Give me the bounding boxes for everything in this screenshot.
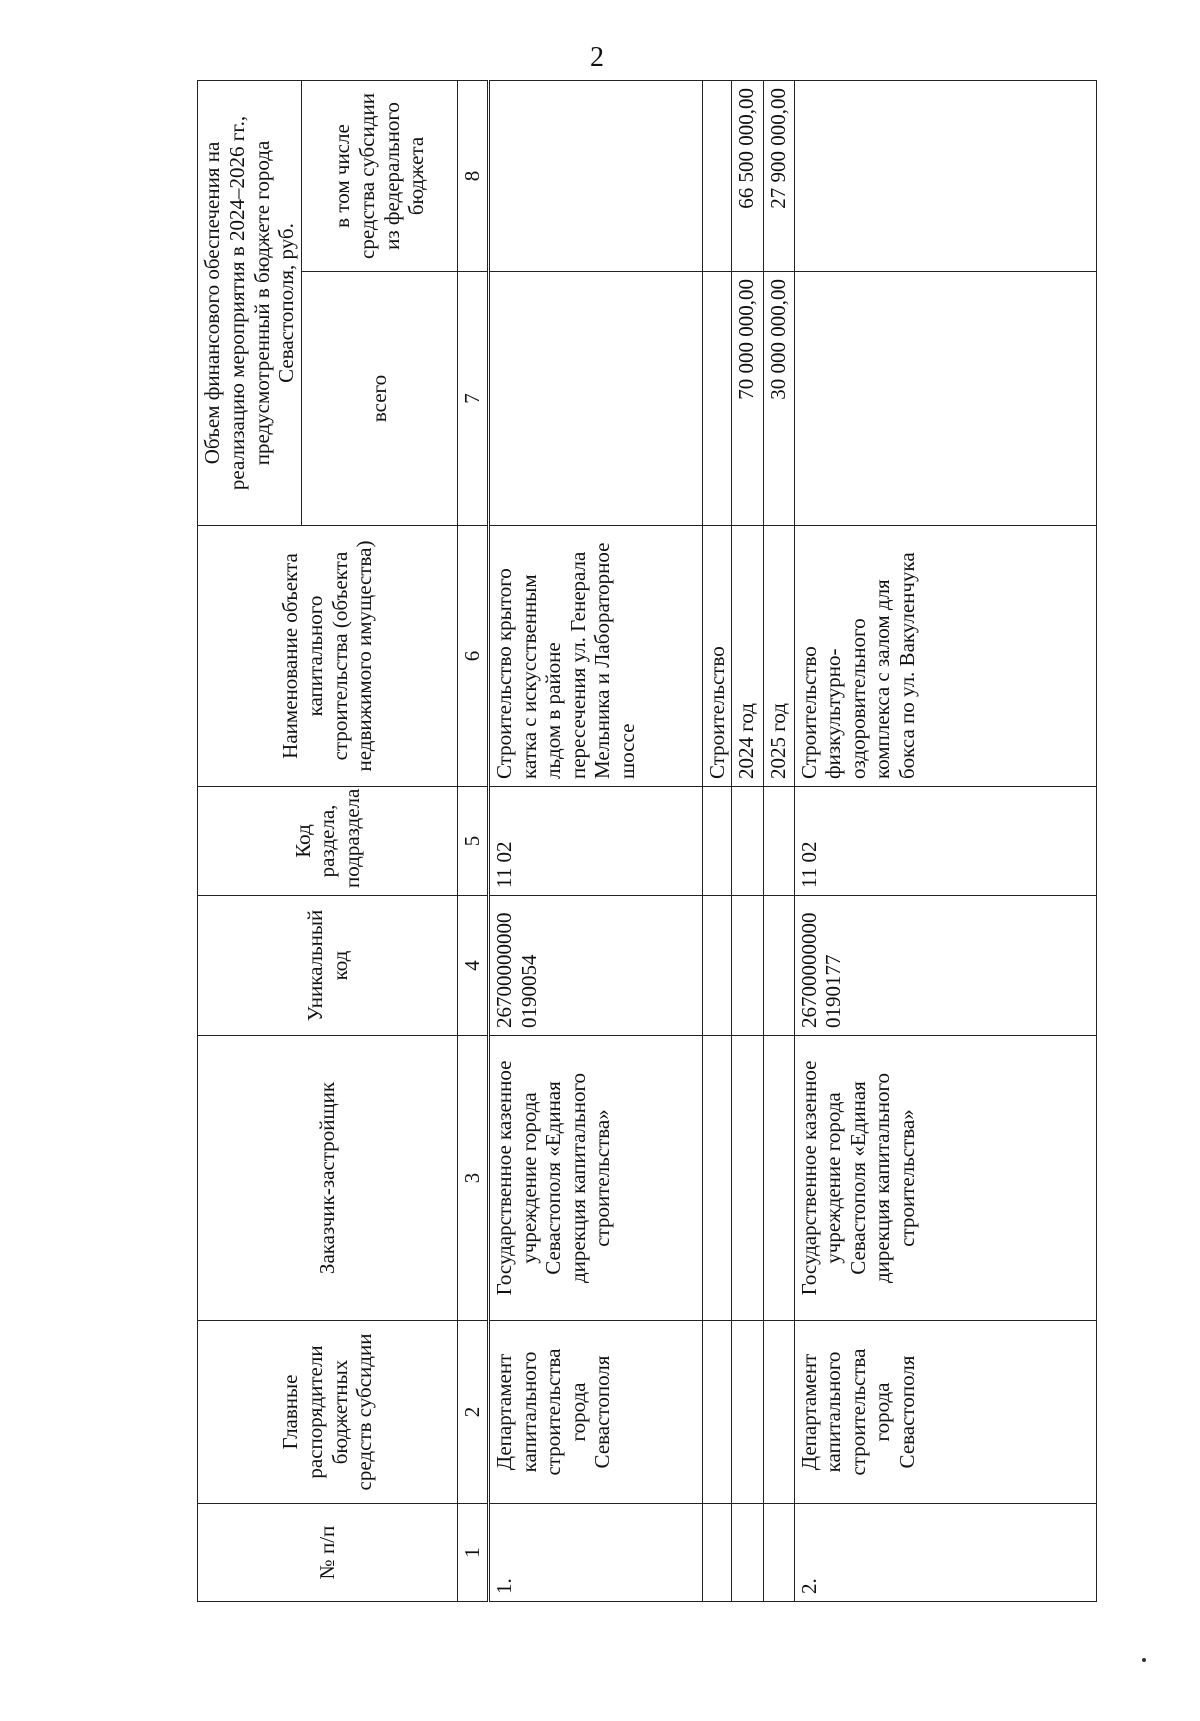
row2-num: 2. (794, 1504, 1096, 1602)
colnum-1: 1 (458, 1504, 489, 1602)
row1-y2024-empty-3 (732, 1036, 763, 1321)
row1-sub-empty-1 (702, 1504, 732, 1602)
header-financing: Объем финансового обеспечения на реализацию мероприятия в 2024–2026 гг., предусмотренный в бюджете города Севастополя, руб. (198, 81, 302, 526)
row1-total-empty (488, 272, 702, 526)
row1-y2024-total: 70 000 000,00 (732, 272, 763, 526)
row1-y2024-empty-2 (732, 1321, 763, 1504)
row1-y2025-empty-1 (763, 1504, 794, 1602)
row1-y2025-empty-4 (763, 896, 794, 1036)
row2-customer: Государственное казенное учреждение города Севастополя «Единая дирекция капитального строительства» (794, 1036, 1096, 1321)
colnum-2: 2 (458, 1321, 489, 1504)
header-unique-code: Уникальный код (198, 896, 458, 1036)
row1-y2025-total: 30 000 000,00 (763, 272, 794, 526)
header-section-code: Код раздела, подраздела (198, 787, 458, 896)
row1-y2024-empty-4 (732, 896, 763, 1036)
row2-federal-empty (794, 81, 1096, 272)
colnum-7: 7 (458, 272, 489, 526)
row1-y2025-empty-5 (763, 787, 794, 896)
row1-unique-code: 267000000000190054 (488, 896, 702, 1036)
row2-unique-code: 267000000000190177 (794, 896, 1096, 1036)
header-object-name: Наименование объекта капитального строительства (объекта недвижимого имущества) (198, 526, 458, 787)
colnum-8: 8 (458, 81, 489, 272)
row1-y2024-federal: 66 500 000,00 (732, 81, 763, 272)
header-total: всего (302, 272, 458, 526)
row1-construction-label: Строительство (702, 526, 732, 787)
header-federal: в том числе средства субсидии из федерального бюджета (302, 81, 458, 272)
row1-sub-empty-4 (702, 896, 732, 1036)
row1-sub-empty-5 (702, 787, 732, 896)
financing-table (197, 80, 1097, 1602)
row2-object-name: Строительство физкультурно-оздоровительного комплекса с залом для бокса по ул. Вакуленчука (794, 526, 1096, 787)
row2-total-empty (794, 272, 1096, 526)
header-manager: Главные распорядители бюджетных средств субсидии (198, 1321, 458, 1504)
colnum-6: 6 (458, 526, 489, 787)
row2-manager: Департамент капитального строительства города Севастополя (794, 1321, 1096, 1504)
row1-y2025-empty-2 (763, 1321, 794, 1504)
row1-manager: Департамент капитального строительства города Севастополя (488, 1321, 702, 1504)
row1-y2024-label: 2024 год (732, 526, 763, 787)
colnum-4: 4 (458, 896, 489, 1036)
scan-speck (1142, 1658, 1146, 1662)
row1-sub-empty-7 (702, 272, 732, 526)
row1-customer: Государственное казенное учреждение города Севастополя «Единая дирекция капитального строительства» (488, 1036, 702, 1321)
rotated-table-container (197, 81, 1097, 1602)
row1-y2025-label: 2025 год (763, 526, 794, 787)
colnum-5: 5 (458, 787, 489, 896)
row2-section-code: 11 02 (794, 787, 1096, 896)
row1-sub-empty-2 (702, 1321, 732, 1504)
row1-num: 1. (488, 1504, 702, 1602)
header-num: № п/п (198, 1504, 458, 1602)
page-number: 2 (590, 42, 604, 73)
row1-federal-empty (488, 81, 702, 272)
row1-y2024-empty-1 (732, 1504, 763, 1602)
row1-object-name: Строительство крытого катка с искусственным льдом в районе пересечения ул. Генерала Мельника и Лабораторное шоссе (488, 526, 702, 787)
row1-sub-empty-3 (702, 1036, 732, 1321)
colnum-3: 3 (458, 1036, 489, 1321)
row1-sub-empty-8 (702, 81, 732, 272)
row1-section-code: 11 02 (488, 787, 702, 896)
header-customer: Заказчик-застройщик (198, 1036, 458, 1321)
row1-y2025-empty-3 (763, 1036, 794, 1321)
row1-y2025-federal: 27 900 000,00 (763, 81, 794, 272)
row1-y2024-empty-5 (732, 787, 763, 896)
